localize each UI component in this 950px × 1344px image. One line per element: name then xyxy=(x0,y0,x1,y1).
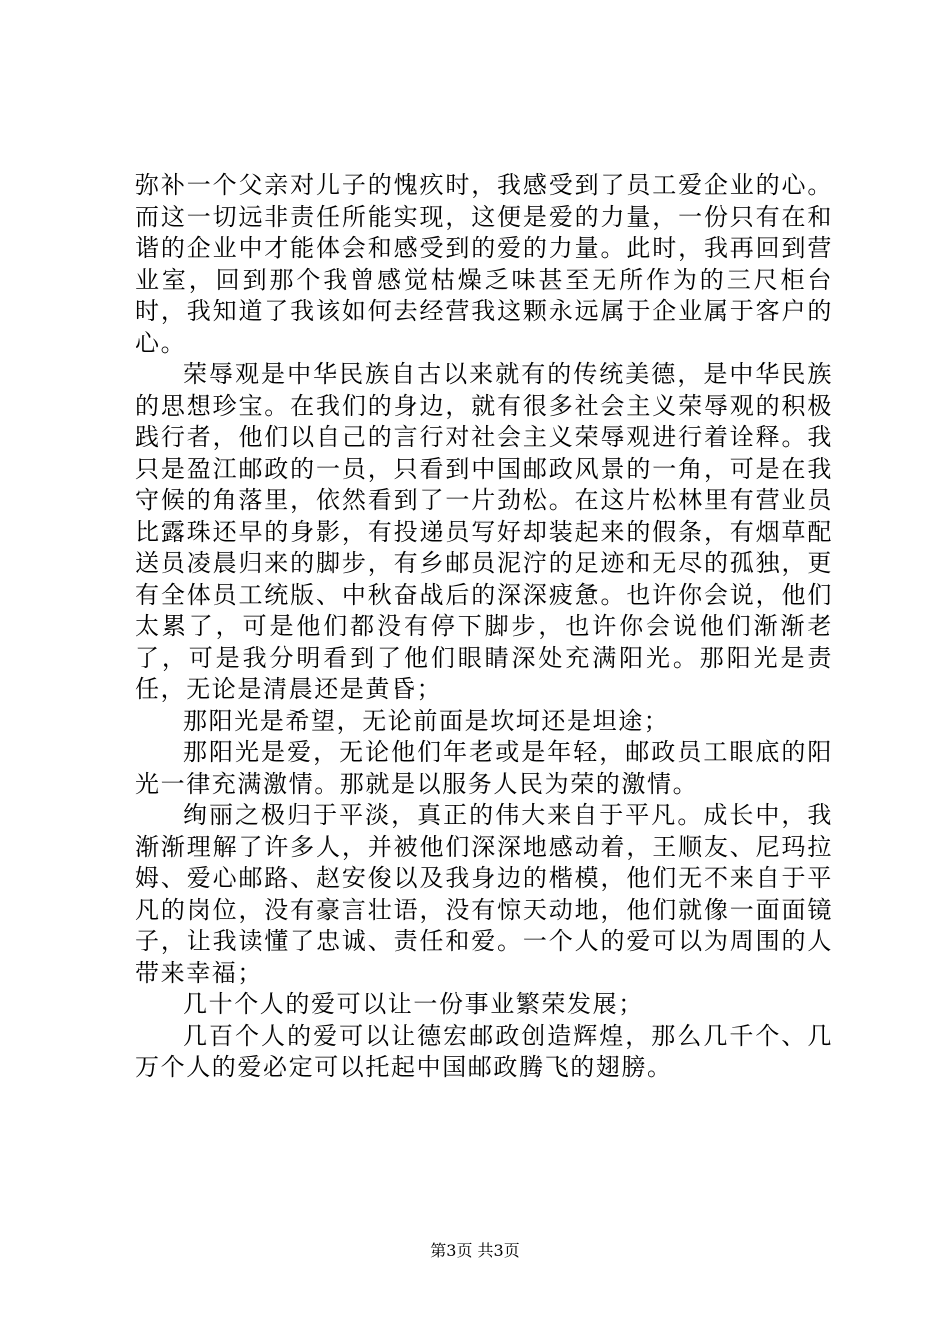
paragraph-2: 荣辱观是中华民族自古以来就有的传统美德，是中华民族的思想珍宝。在我们的身边，就有很多社会主义荣辱观的积极践行者，他们以自己的言行对社会主义荣辱观进行着诠释。我只是盈江邮政的一员，只看到中国邮政风景的一角，可是在我守候的角落里，依然看到了一片劲松。在这片松林里有营业员比露珠还早的身影，有投递员写好却装起来的假条，有烟草配送员凌晨归来的脚步，有乡邮员泥泞的足迹和无尽的孤独，更有全体员工统版、中秋奋战后的深深疲惫。也许你会说，他们太累了，可是他们都没有停下脚步，也许你会说他们渐渐老了，可是我分明看到了他们眼睛深处充满阳光。那阳光是责任，无论是清晨还是黄昏； xyxy=(135,360,833,703)
paragraph-6: 几十个人的爱可以让一份事业繁荣发展； xyxy=(183,990,644,1018)
page-number-footer: 第3页 共3页 xyxy=(430,1241,520,1260)
paragraph-3: 那阳光是希望，无论前面是坎坷还是坦途； xyxy=(183,706,670,735)
paragraph-5: 绚丽之极归于平淡，真正的伟大来自于平凡。成长中，我渐渐理解了许多人，并被他们深深地感动着，王顺友、尼玛拉姆、爱心邮路、赵安俊以及我身边的楷模，他们无不来自于平凡的岗位，没有豪言壮语，没有惊天动地，他们就像一面面镜子，让我读懂了忠诚、责任和爱。一个人的爱可以为周围的人带来幸福； xyxy=(135,801,833,987)
paragraph-1: 弥补一个父亲对儿子的愧疚时，我感受到了员工爱企业的心。而这一切远非责任所能实现，这便是爱的力量，一份只有在和谐的企业中才能体会和感受到的爱的力量。此时，我再回到营业室，回到那个我曾感觉枯燥乏味甚至无所作为的三尺柜台时，我知道了我该如何去经营我这颗永远属于企业属于客户的心。 xyxy=(135,171,833,357)
paragraph-4: 那阳光是爱，无论他们年老或是年轻，邮政员工眼底的阳光一律充满激情。那就是以服务人民为荣的激情。 xyxy=(135,738,833,798)
paragraph-7: 几百个人的爱可以让德宏邮政创造辉煌，那么几千个、几万个人的爱必定可以托起中国邮政腾飞的翅膀。 xyxy=(135,1021,833,1081)
body-text xyxy=(135,170,833,1084)
